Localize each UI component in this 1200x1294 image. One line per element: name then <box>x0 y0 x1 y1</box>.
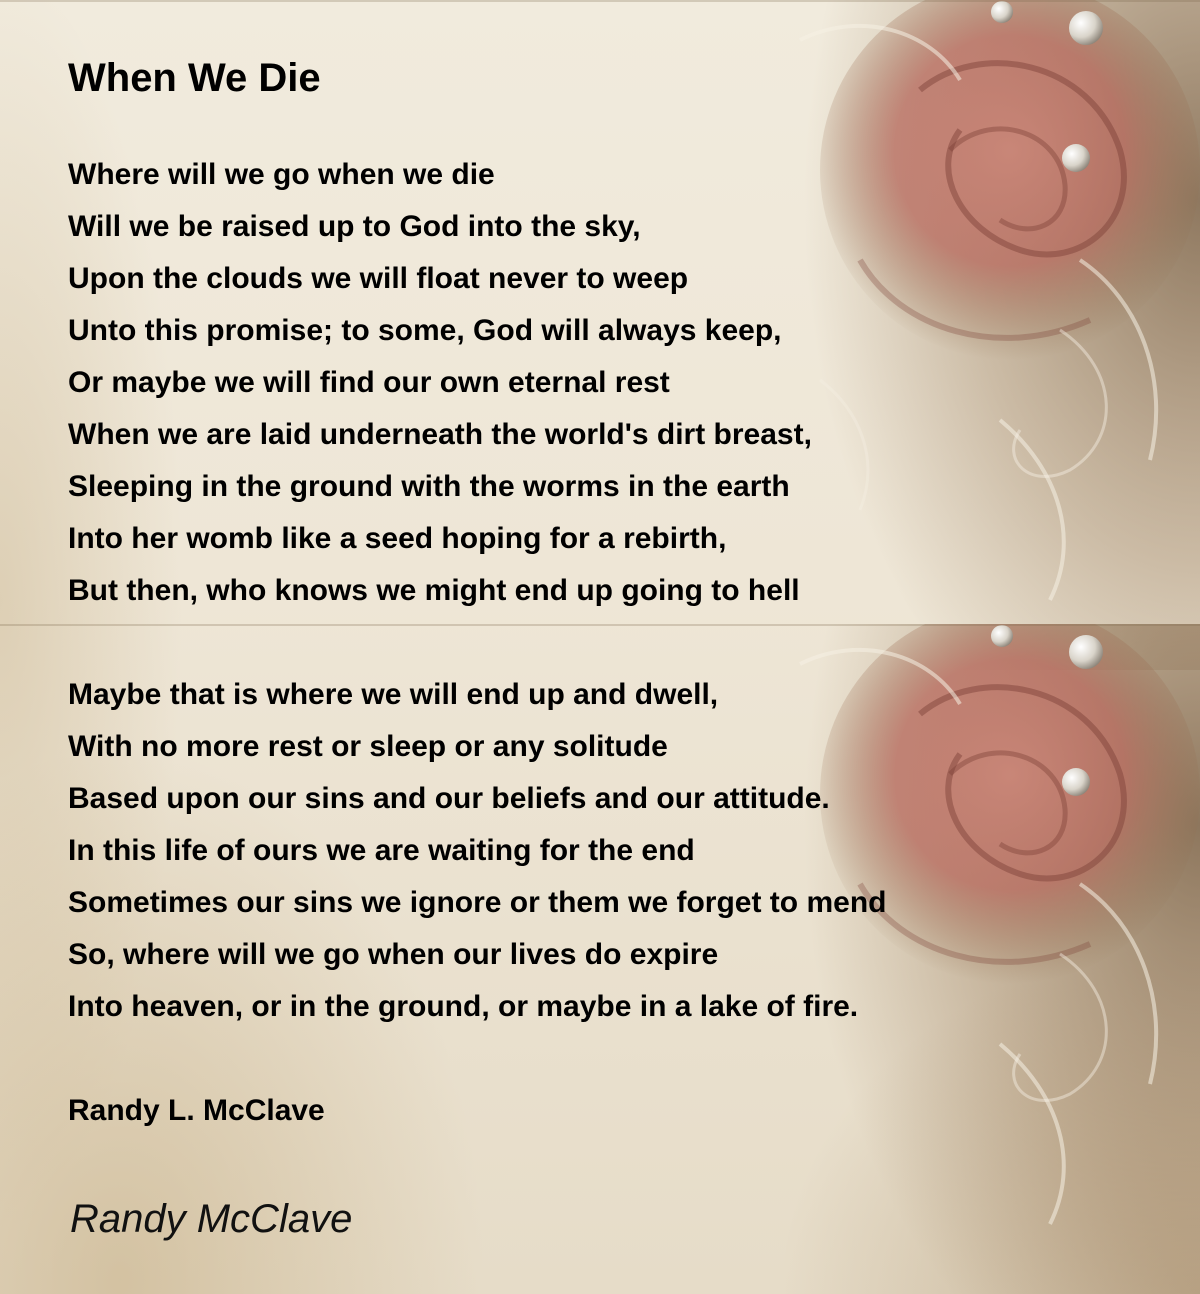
stanza-2 <box>68 669 886 1033</box>
poem-line: Into her womb like a seed hoping for a rebirth, <box>68 522 727 555</box>
poem-line: When we are laid underneath the world's dirt breast, <box>68 418 812 451</box>
poem-line: Unto this promise; to some, God will always keep, <box>68 314 782 347</box>
background-seam <box>0 0 1200 2</box>
poem-line: With no more rest or sleep or any solitude <box>68 730 668 763</box>
poem-line: Upon the clouds we will float never to weep <box>68 262 689 295</box>
poem-line: Or maybe we will find our own eternal rest <box>68 366 670 399</box>
poem-line: Into heaven, or in the ground, or maybe in a lake of fire. <box>68 990 859 1023</box>
poem-line: Where will we go when we die <box>68 158 495 191</box>
background-seam <box>0 624 1200 626</box>
poem-line: Sometimes our sins we ignore or them we forget to mend <box>68 886 887 919</box>
author-signature: Randy McClave <box>70 1197 353 1241</box>
poem-line: Maybe that is where we will end up and dwell, <box>68 678 719 711</box>
poem-line: Based upon our sins and our beliefs and our attitude. <box>68 782 830 815</box>
poem-line: Sleeping in the ground with the worms in the earth <box>68 470 790 503</box>
poem-line: Will we be raised up to God into the sky, <box>68 210 641 243</box>
poem-line: But then, who knows we might end up going to hell <box>68 574 800 607</box>
poem-title: When We Die <box>68 56 321 100</box>
stanza-1 <box>68 149 812 617</box>
poem-line: So, where will we go when our lives do expire <box>68 938 719 971</box>
poem-line: In this life of ours we are waiting for the end <box>68 834 695 867</box>
author-name: Randy L. McClave <box>68 1094 325 1127</box>
